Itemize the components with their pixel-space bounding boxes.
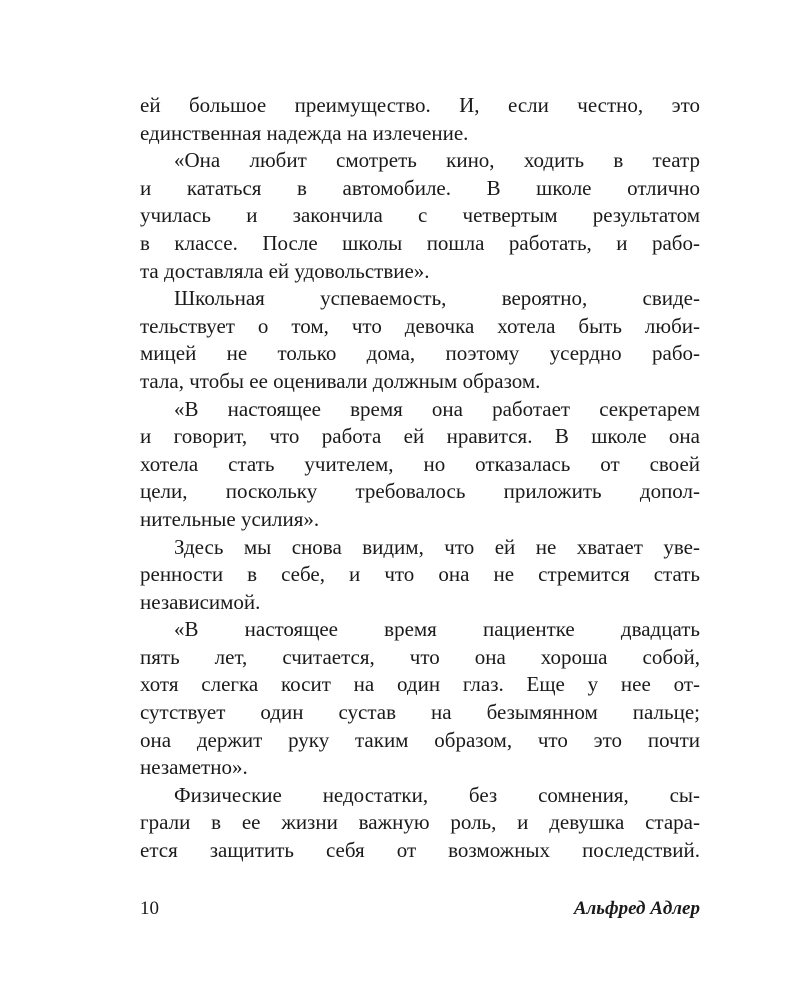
text-line: «В настоящее время она работает секретарем [174, 396, 700, 421]
text-line: хотела стать учителем, но отказалась от своей [140, 451, 700, 476]
text-line: хотя слегка косит на один глаз. Еще у нее от- [140, 672, 700, 697]
page-number: 10 [140, 898, 159, 919]
text-line: тельствует о том, что девочка хотела быть люби- [140, 313, 700, 338]
text-line: ренности в себе, и что она не стремится стать [140, 562, 700, 587]
text-line: «Она любит смотреть кино, ходить в театр [174, 148, 700, 173]
text-line: мицей не только дома, поэтому усердно рабо- [140, 341, 700, 366]
text-line: единственная надежда на излечение. [140, 120, 469, 145]
text-line: грали в ее жизни важную роль, и девушка стара- [140, 810, 700, 835]
text-line: незаметно». [140, 755, 248, 780]
text-line: и кататься в автомобиле. В школе отлично [140, 175, 700, 200]
page-footer [140, 896, 700, 922]
text-line: Школьная успеваемость, вероятно, свиде- [174, 286, 700, 311]
text-line: училась и закончила с четвертым результатом [140, 203, 700, 228]
text-line: «В настоящее время пациентке двадцать [174, 617, 700, 642]
text-line: ется защитить себя от возможных последствий. [140, 838, 700, 863]
text-line: цели, поскольку требовалось приложить допол- [140, 479, 700, 504]
text-line: в классе. После школы пошла работать, и рабо- [140, 230, 700, 255]
text-line: тала, чтобы ее оценивали должным образом. [140, 368, 541, 393]
text-line: ей большое преимущество. И, если честно, это [140, 93, 700, 117]
text-line: и говорит, что работа ей нравится. В школе она [140, 424, 700, 449]
text-line: Физические недостатки, без сомнения, сы- [174, 782, 700, 807]
text-line: независимой. [140, 589, 261, 614]
text-line: нительные усилия». [140, 506, 320, 531]
text-line: Здесь мы снова видим, что ей не хватает уве- [174, 534, 700, 559]
text-line: та доставляла ей удовольствие». [140, 258, 430, 283]
text-line: она держит руку таким образом, что это почти [140, 727, 700, 752]
body-text [140, 92, 700, 865]
text-line: сутствует один сустав на безымянном пальце; [140, 700, 700, 725]
text-line: пять лет, считается, что она хороша собой, [140, 644, 700, 669]
running-author: Альфред Адлер [573, 898, 700, 919]
